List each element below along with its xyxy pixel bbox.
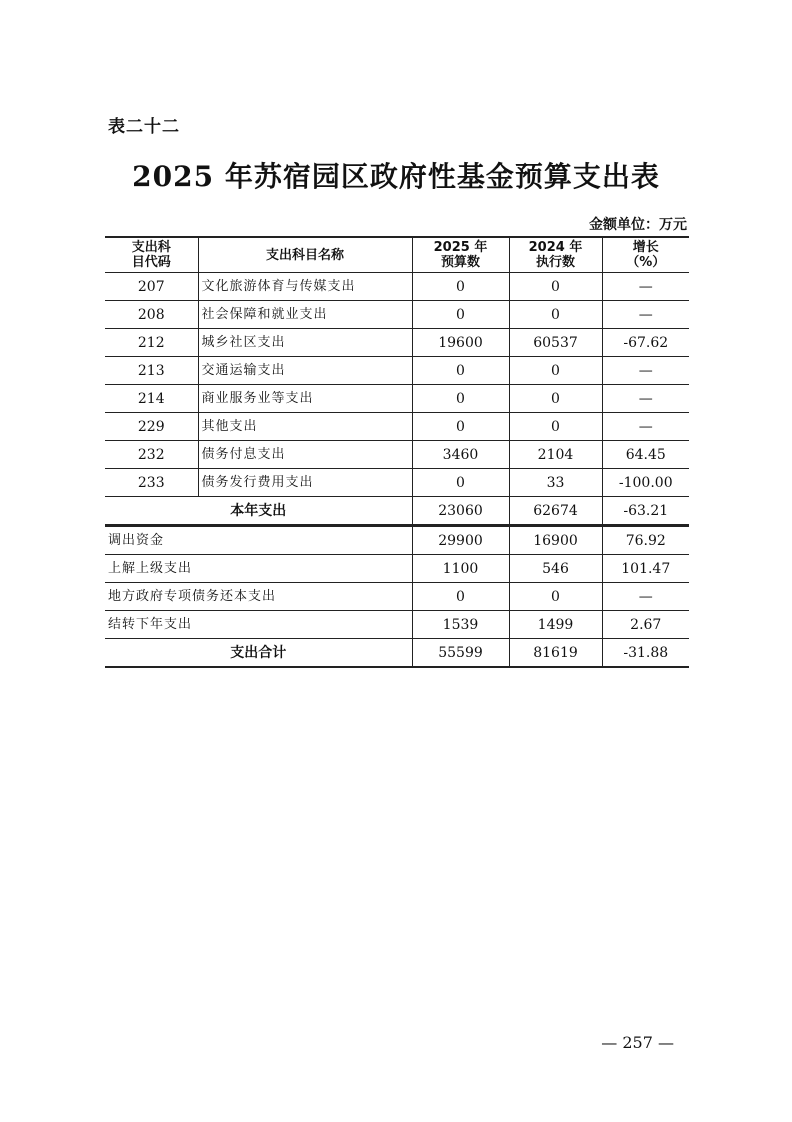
row-code: 213 xyxy=(105,357,198,385)
row-budget: 19600 xyxy=(412,329,509,357)
row-budget: 1539 xyxy=(412,611,509,639)
row-name: 结转下年支出 xyxy=(105,611,412,639)
header-growth: 增长 （%） xyxy=(602,237,689,273)
total-row xyxy=(105,639,689,668)
table-row xyxy=(105,413,689,441)
row-actual: 0 xyxy=(509,583,602,611)
row-name: 商业服务业等支出 xyxy=(198,385,412,413)
row-name: 上解上级支出 xyxy=(105,555,412,583)
row-actual: 0 xyxy=(509,301,602,329)
row-actual: 0 xyxy=(509,385,602,413)
row-growth: -100.00 xyxy=(602,469,689,497)
table-row xyxy=(105,273,689,301)
subtotal-growth: -63.21 xyxy=(602,497,689,526)
table-number: 表二十二 xyxy=(108,117,180,137)
header-name: 支出科目名称 xyxy=(198,237,412,273)
row-name: 文化旅游体育与传媒支出 xyxy=(198,273,412,301)
row-growth: — xyxy=(602,357,689,385)
row-budget: 0 xyxy=(412,583,509,611)
row-budget: 0 xyxy=(412,469,509,497)
subtotal-label: 本年支出 xyxy=(105,497,412,526)
header-budget: 2025 年 预算数 xyxy=(412,237,509,273)
row-growth: -67.62 xyxy=(602,329,689,357)
row-name: 债务付息支出 xyxy=(198,441,412,469)
document-title: 2025 年苏宿园区政府性基金预算支出表 xyxy=(132,160,660,193)
table-row xyxy=(105,555,689,583)
row-actual: 546 xyxy=(509,555,602,583)
row-budget: 0 xyxy=(412,301,509,329)
total-budget: 55599 xyxy=(412,639,509,668)
row-growth: — xyxy=(602,385,689,413)
table-row xyxy=(105,441,689,469)
row-code: 229 xyxy=(105,413,198,441)
budget-table xyxy=(105,236,689,668)
unit-label: 金额单位：万元 xyxy=(589,217,687,233)
row-name: 社会保障和就业支出 xyxy=(198,301,412,329)
table-row xyxy=(105,301,689,329)
row-code: 232 xyxy=(105,441,198,469)
row-name: 债务发行费用支出 xyxy=(198,469,412,497)
row-name: 其他支出 xyxy=(198,413,412,441)
row-growth: — xyxy=(602,273,689,301)
row-actual: 0 xyxy=(509,413,602,441)
row-budget: 0 xyxy=(412,357,509,385)
row-growth: 2.67 xyxy=(602,611,689,639)
row-actual: 33 xyxy=(509,469,602,497)
row-actual: 0 xyxy=(509,357,602,385)
row-code: 214 xyxy=(105,385,198,413)
row-budget: 29900 xyxy=(412,526,509,555)
table-row xyxy=(105,357,689,385)
row-actual: 16900 xyxy=(509,526,602,555)
row-code: 208 xyxy=(105,301,198,329)
row-code: 207 xyxy=(105,273,198,301)
page-number: — 257 — xyxy=(601,1033,674,1052)
row-budget: 1100 xyxy=(412,555,509,583)
total-growth: -31.88 xyxy=(602,639,689,668)
table-row xyxy=(105,526,689,555)
table-row xyxy=(105,611,689,639)
row-name: 地方政府专项债务还本支出 xyxy=(105,583,412,611)
table-row xyxy=(105,469,689,497)
row-budget: 0 xyxy=(412,413,509,441)
subtotal-actual: 62674 xyxy=(509,497,602,526)
row-name: 交通运输支出 xyxy=(198,357,412,385)
header-actual: 2024 年 执行数 xyxy=(509,237,602,273)
subtotal-budget: 23060 xyxy=(412,497,509,526)
row-actual: 1499 xyxy=(509,611,602,639)
table-row xyxy=(105,583,689,611)
row-growth: 76.92 xyxy=(602,526,689,555)
row-actual: 0 xyxy=(509,273,602,301)
row-code: 233 xyxy=(105,469,198,497)
subtotal-row xyxy=(105,497,689,526)
row-budget: 0 xyxy=(412,273,509,301)
table-row xyxy=(105,385,689,413)
table-row xyxy=(105,329,689,357)
row-name: 城乡社区支出 xyxy=(198,329,412,357)
header-code: 支出科 目代码 xyxy=(105,237,198,273)
total-actual: 81619 xyxy=(509,639,602,668)
row-name: 调出资金 xyxy=(105,526,412,555)
row-budget: 0 xyxy=(412,385,509,413)
total-label: 支出合计 xyxy=(105,639,412,668)
row-growth: — xyxy=(602,301,689,329)
row-code: 212 xyxy=(105,329,198,357)
row-actual: 60537 xyxy=(509,329,602,357)
row-budget: 3460 xyxy=(412,441,509,469)
row-growth: 64.45 xyxy=(602,441,689,469)
row-growth: — xyxy=(602,583,689,611)
row-growth: 101.47 xyxy=(602,555,689,583)
row-actual: 2104 xyxy=(509,441,602,469)
table-header-row xyxy=(105,237,689,273)
row-growth: — xyxy=(602,413,689,441)
